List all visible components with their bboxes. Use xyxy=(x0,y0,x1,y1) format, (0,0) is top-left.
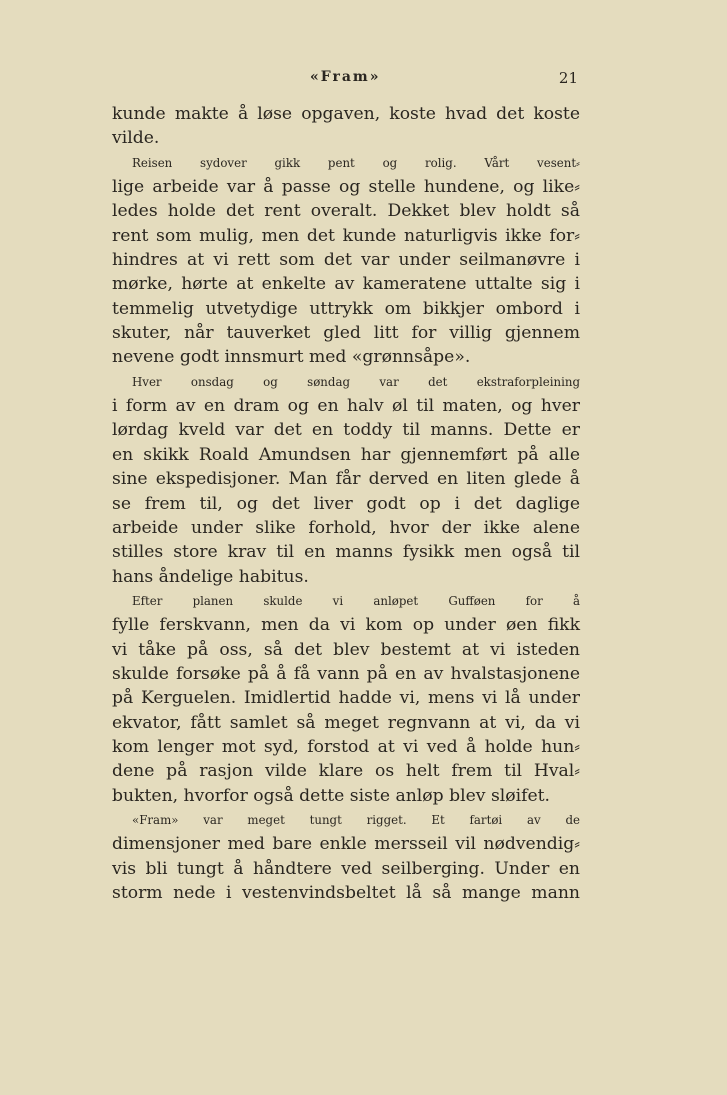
text-line: sine ekspedisjoner. Man får derved en liten glede å xyxy=(112,469,580,490)
text-line: ledes holde det rent overalt. Dekket blev holdt så xyxy=(112,201,580,222)
running-title: «Fram» xyxy=(310,69,381,85)
text-line: lørdag kveld var det en toddy til manns. Dette er xyxy=(112,420,580,441)
page-number: 21 xyxy=(558,69,578,87)
text-line: kom lenger mot syd, forstod at vi ved å holde hun⸗ xyxy=(112,736,580,757)
text-line: arbeide under slike forhold, hvor der ikke alene xyxy=(112,517,580,538)
text-line: skulde forsøke på å få vann på en av hvalstasjonene xyxy=(112,663,580,684)
running-head xyxy=(112,69,580,91)
text-line: «Fram» var meget tungt rigget. Et fartøi av de xyxy=(132,812,580,827)
text-line: nevene godt innsmurt med «grønnsåpe». xyxy=(112,347,471,368)
text-line: vis bli tungt å håndtere ved seilberging. Under en xyxy=(112,858,580,879)
text-line: hindres at vi rett som det var under seilmanøvre i xyxy=(112,250,580,271)
text-line: mørke, hørte at enkelte av kameratene uttalte sig i xyxy=(112,274,580,295)
text-line: stilles store krav til en manns fysikk men også til xyxy=(112,542,580,563)
text-line: Reisen sydover gikk pent og rolig. Vårt vesent⸗ xyxy=(132,155,580,170)
text-line: bukten, hvorfor også dette siste anløp blev sløifet. xyxy=(112,785,551,806)
text-line: hans åndelige habitus. xyxy=(112,566,309,587)
text-line: Hver onsdag og søndag var det ekstraforpleining xyxy=(132,374,580,389)
text-line: ekvator, fått samlet så meget regnvann at vi, da vi xyxy=(112,712,580,733)
text-line: skuter, når tauverket gled litt for villig gjennem xyxy=(112,323,580,344)
text-line: på Kerguelen. Imidlertid hadde vi, mens vi lå under xyxy=(112,688,580,709)
body-text xyxy=(112,102,580,905)
text-line: vi tåke på oss, så det blev bestemt at vi isteden xyxy=(112,639,580,660)
text-line: rent som mulig, men det kunde naturligvis ikke for⸗ xyxy=(112,225,580,246)
text-line: storm nede i vestenvindsbeltet lå så mange mann xyxy=(112,883,580,903)
text-line: vilde. xyxy=(112,128,160,149)
text-line: fylle ferskvann, men da vi kom op under øen fikk xyxy=(112,615,580,636)
text-line: en skikk Roald Amundsen har gjennemført på alle xyxy=(112,444,580,465)
text-line: se frem til, og det liver godt op i det daglige xyxy=(112,493,580,514)
text-line: dene på rasjon vilde klare os helt frem til Hval⸗ xyxy=(112,761,580,782)
text-line: Efter planen skulde vi anløpet Gufføen for å xyxy=(132,593,580,608)
text-line: lige arbeide var å passe og stelle hundene, og like⸗ xyxy=(112,177,580,198)
text-line: kunde makte å løse opgaven, koste hvad det koste xyxy=(112,104,580,124)
text-line: dimensjoner med bare enkle mersseil vil nødvendig⸗ xyxy=(112,834,580,855)
text-line: i form av en dram og en halv øl til maten, og hver xyxy=(112,396,580,417)
text-line: temmelig utvetydige uttrykk om bikkjer ombord i xyxy=(112,298,580,319)
